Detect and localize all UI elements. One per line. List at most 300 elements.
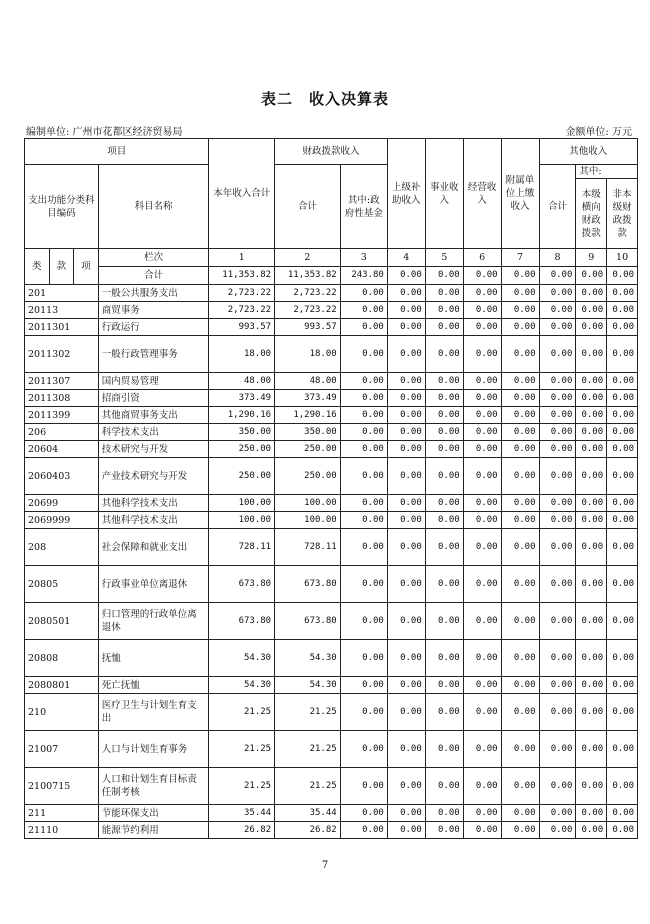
account-name: 死亡抚恤 — [98, 677, 209, 694]
account-code: 2080501 — [25, 603, 99, 640]
total-value: 0.00 — [607, 267, 638, 285]
amount-cell: 0.00 — [576, 822, 607, 839]
amount-cell: 0.00 — [340, 677, 387, 694]
amount-cell: 0.00 — [501, 512, 539, 529]
amount-cell: 0.00 — [387, 512, 425, 529]
header-fiscal-gov-fund: 其中:政府性基金 — [340, 165, 387, 249]
account-code: 206 — [25, 424, 99, 441]
account-name: 商贸事务 — [98, 302, 209, 319]
account-name: 一般行政管理事务 — [98, 336, 209, 373]
amount-cell: 0.00 — [340, 731, 387, 768]
amount-cell: 0.00 — [463, 336, 501, 373]
amount-cell: 100.00 — [209, 495, 275, 512]
amount-cell: 0.00 — [425, 407, 463, 424]
amount-cell: 0.00 — [425, 441, 463, 458]
amount-cell: 0.00 — [387, 319, 425, 336]
amount-cell: 0.00 — [607, 805, 638, 822]
amount-cell: 0.00 — [387, 822, 425, 839]
amount-cell: 0.00 — [607, 822, 638, 839]
amount-cell: 0.00 — [501, 694, 539, 731]
column-number: 6 — [463, 249, 501, 267]
amount-cell: 728.11 — [209, 529, 275, 566]
column-number: 5 — [425, 249, 463, 267]
amount-cell: 0.00 — [425, 285, 463, 302]
table-row — [25, 566, 638, 603]
amount-cell: 0.00 — [463, 302, 501, 319]
amount-cell: 0.00 — [539, 694, 576, 731]
amount-cell: 0.00 — [501, 319, 539, 336]
account-name: 人口与计划生育事务 — [98, 731, 209, 768]
account-code: 2100715 — [25, 768, 99, 805]
account-name: 人口和计划生育目标责任制考核 — [98, 768, 209, 805]
amount-cell: 0.00 — [340, 640, 387, 677]
amount-cell: 0.00 — [539, 566, 576, 603]
amount-cell: 0.00 — [387, 407, 425, 424]
amount-unit: 金额单位: 万元 — [565, 127, 632, 138]
table-row — [25, 603, 638, 640]
amount-cell: 0.00 — [501, 424, 539, 441]
amount-cell: 21.25 — [275, 694, 341, 731]
amount-cell: 0.00 — [576, 285, 607, 302]
amount-cell: 0.00 — [539, 458, 576, 495]
amount-cell: 0.00 — [501, 529, 539, 566]
amount-cell: 0.00 — [607, 603, 638, 640]
header-fiscal-total: 合计 — [275, 165, 341, 249]
account-code: 20805 — [25, 566, 99, 603]
table-row — [25, 512, 638, 529]
account-name: 其他科学技术支出 — [98, 512, 209, 529]
amount-cell: 0.00 — [463, 603, 501, 640]
account-name: 其他商贸事务支出 — [98, 407, 209, 424]
amount-cell: 993.57 — [275, 319, 341, 336]
amount-cell: 0.00 — [539, 441, 576, 458]
amount-cell: 0.00 — [463, 731, 501, 768]
amount-cell: 0.00 — [576, 390, 607, 407]
amount-cell: 0.00 — [387, 336, 425, 373]
column-number: 9 — [576, 249, 607, 267]
amount-cell: 0.00 — [539, 603, 576, 640]
header-upper-subsidy: 上级补助收入 — [387, 139, 425, 249]
amount-cell: 0.00 — [576, 566, 607, 603]
account-code: 2011302 — [25, 336, 99, 373]
amount-cell: 0.00 — [463, 768, 501, 805]
account-name: 科学技术支出 — [98, 424, 209, 441]
amount-cell: 0.00 — [463, 495, 501, 512]
amount-cell: 728.11 — [275, 529, 341, 566]
table-row — [25, 373, 638, 390]
account-code: 21007 — [25, 731, 99, 768]
header-fiscal-group: 财政拨款收入 — [275, 139, 388, 165]
amount-cell: 0.00 — [425, 640, 463, 677]
amount-cell: 54.30 — [275, 640, 341, 677]
amount-cell: 0.00 — [576, 768, 607, 805]
account-code: 2080801 — [25, 677, 99, 694]
amount-cell: 0.00 — [607, 566, 638, 603]
amount-cell: 0.00 — [607, 302, 638, 319]
amount-cell: 0.00 — [387, 603, 425, 640]
total-value: 11,353.82 — [209, 267, 275, 285]
amount-cell: 0.00 — [387, 731, 425, 768]
table-row — [25, 285, 638, 302]
account-name: 节能环保支出 — [98, 805, 209, 822]
account-name: 抚恤 — [98, 640, 209, 677]
table-row — [25, 302, 638, 319]
table-row — [25, 677, 638, 694]
header-career-income: 事业收入 — [425, 139, 463, 249]
amount-cell: 0.00 — [607, 373, 638, 390]
amount-cell: 54.30 — [209, 640, 275, 677]
amount-cell: 350.00 — [209, 424, 275, 441]
table-row — [25, 390, 638, 407]
amount-cell: 673.80 — [275, 603, 341, 640]
amount-cell: 0.00 — [340, 441, 387, 458]
amount-cell: 0.00 — [387, 566, 425, 603]
amount-cell: 0.00 — [463, 640, 501, 677]
amount-cell: 0.00 — [463, 285, 501, 302]
table-row — [25, 336, 638, 373]
amount-cell: 0.00 — [501, 458, 539, 495]
amount-cell: 0.00 — [539, 822, 576, 839]
amount-cell: 0.00 — [387, 768, 425, 805]
table-row — [25, 441, 638, 458]
header-other-among: 其中: — [576, 165, 638, 179]
amount-cell: 0.00 — [463, 805, 501, 822]
amount-cell: 0.00 — [387, 424, 425, 441]
account-code: 21110 — [25, 822, 99, 839]
amount-cell: 0.00 — [340, 603, 387, 640]
amount-cell: 0.00 — [463, 319, 501, 336]
amount-cell: 0.00 — [576, 694, 607, 731]
amount-cell: 0.00 — [539, 319, 576, 336]
amount-cell: 0.00 — [576, 805, 607, 822]
column-number: 7 — [501, 249, 539, 267]
amount-cell: 0.00 — [463, 373, 501, 390]
amount-cell: 0.00 — [607, 424, 638, 441]
amount-cell: 373.49 — [275, 390, 341, 407]
header-operating-income: 经营收入 — [463, 139, 501, 249]
column-number: 1 — [209, 249, 275, 267]
amount-cell: 0.00 — [501, 495, 539, 512]
amount-cell: 0.00 — [576, 529, 607, 566]
amount-cell: 0.00 — [387, 302, 425, 319]
header-total-income: 本年收入合计 — [209, 139, 275, 249]
account-name: 招商引资 — [98, 390, 209, 407]
income-statement-table — [24, 138, 638, 839]
amount-cell: 2,723.22 — [209, 302, 275, 319]
amount-cell: 0.00 — [501, 390, 539, 407]
amount-cell: 0.00 — [607, 390, 638, 407]
account-code: 201 — [25, 285, 99, 302]
account-code: 20604 — [25, 441, 99, 458]
amount-cell: 0.00 — [501, 441, 539, 458]
header-kuan: 款 — [49, 249, 74, 285]
header-xiang: 项 — [74, 249, 99, 285]
column-number: 10 — [607, 249, 638, 267]
amount-cell: 250.00 — [209, 458, 275, 495]
table-row — [25, 640, 638, 677]
column-number: 3 — [340, 249, 387, 267]
amount-cell: 0.00 — [425, 319, 463, 336]
account-code: 2011399 — [25, 407, 99, 424]
amount-cell: 0.00 — [425, 495, 463, 512]
amount-cell: 0.00 — [539, 302, 576, 319]
amount-cell: 0.00 — [576, 424, 607, 441]
header-lei: 类 — [25, 249, 50, 285]
amount-cell: 0.00 — [501, 285, 539, 302]
amount-cell: 2,723.22 — [275, 302, 341, 319]
amount-cell: 373.49 — [209, 390, 275, 407]
column-number: 4 — [387, 249, 425, 267]
table-row — [25, 319, 638, 336]
amount-cell: 0.00 — [340, 285, 387, 302]
account-name: 国内贸易管理 — [98, 373, 209, 390]
table-row — [25, 822, 638, 839]
amount-cell: 250.00 — [209, 441, 275, 458]
amount-cell: 0.00 — [425, 512, 463, 529]
amount-cell: 673.80 — [209, 603, 275, 640]
amount-cell: 0.00 — [539, 512, 576, 529]
column-number: 8 — [539, 249, 576, 267]
amount-cell: 100.00 — [275, 495, 341, 512]
amount-cell: 0.00 — [425, 566, 463, 603]
account-name: 一般公共服务支出 — [98, 285, 209, 302]
amount-cell: 0.00 — [340, 512, 387, 529]
amount-cell: 0.00 — [387, 694, 425, 731]
amount-cell: 0.00 — [539, 424, 576, 441]
amount-cell: 0.00 — [387, 495, 425, 512]
account-code: 20699 — [25, 495, 99, 512]
total-value: 0.00 — [387, 267, 425, 285]
amount-cell: 0.00 — [607, 731, 638, 768]
table-row — [25, 407, 638, 424]
amount-cell: 48.00 — [209, 373, 275, 390]
header-code-label: 支出功能分类科目编码 — [25, 165, 99, 249]
amount-cell: 0.00 — [387, 390, 425, 407]
amount-cell: 0.00 — [501, 805, 539, 822]
amount-cell: 0.00 — [425, 302, 463, 319]
account-name: 医疗卫生与计划生育支出 — [98, 694, 209, 731]
amount-cell: 0.00 — [463, 390, 501, 407]
amount-cell: 0.00 — [607, 512, 638, 529]
amount-cell: 0.00 — [501, 822, 539, 839]
amount-cell: 0.00 — [340, 336, 387, 373]
amount-cell: 0.00 — [501, 373, 539, 390]
amount-cell: 0.00 — [387, 285, 425, 302]
amount-cell: 0.00 — [463, 694, 501, 731]
amount-cell: 0.00 — [463, 424, 501, 441]
amount-cell: 0.00 — [501, 768, 539, 805]
column-number: 2 — [275, 249, 341, 267]
amount-cell: 0.00 — [340, 495, 387, 512]
amount-cell: 0.00 — [340, 566, 387, 603]
amount-cell: 21.25 — [275, 731, 341, 768]
header-project: 项目 — [25, 139, 209, 165]
amount-cell: 0.00 — [607, 529, 638, 566]
table-row — [25, 805, 638, 822]
amount-cell: 100.00 — [209, 512, 275, 529]
amount-cell: 0.00 — [539, 768, 576, 805]
amount-cell: 0.00 — [539, 677, 576, 694]
amount-cell: 0.00 — [607, 319, 638, 336]
amount-cell: 0.00 — [340, 694, 387, 731]
account-name: 产业技术研究与开发 — [98, 458, 209, 495]
amount-cell: 0.00 — [387, 458, 425, 495]
amount-cell: 250.00 — [275, 458, 341, 495]
amount-cell: 0.00 — [425, 529, 463, 566]
amount-cell: 0.00 — [539, 373, 576, 390]
amount-cell: 0.00 — [501, 677, 539, 694]
header-name-label: 科目名称 — [98, 165, 209, 249]
amount-cell: 0.00 — [425, 390, 463, 407]
amount-cell: 0.00 — [576, 458, 607, 495]
amount-cell: 21.25 — [209, 768, 275, 805]
amount-cell: 18.00 — [209, 336, 275, 373]
amount-cell: 0.00 — [576, 373, 607, 390]
amount-cell: 0.00 — [425, 458, 463, 495]
account-code: 210 — [25, 694, 99, 731]
total-value: 0.00 — [463, 267, 501, 285]
account-code: 20113 — [25, 302, 99, 319]
amount-cell: 0.00 — [340, 529, 387, 566]
amount-cell: 0.00 — [387, 373, 425, 390]
account-code: 208 — [25, 529, 99, 566]
amount-cell: 0.00 — [576, 603, 607, 640]
amount-cell: 0.00 — [463, 441, 501, 458]
amount-cell: 0.00 — [340, 302, 387, 319]
amount-cell: 350.00 — [275, 424, 341, 441]
amount-cell: 0.00 — [463, 677, 501, 694]
amount-cell: 0.00 — [387, 529, 425, 566]
amount-cell: 673.80 — [209, 566, 275, 603]
amount-cell: 0.00 — [425, 677, 463, 694]
table-row — [25, 694, 638, 731]
amount-cell: 0.00 — [539, 640, 576, 677]
amount-cell: 0.00 — [539, 407, 576, 424]
amount-cell: 0.00 — [501, 566, 539, 603]
amount-cell: 0.00 — [501, 640, 539, 677]
account-name: 归口管理的行政单位离退休 — [98, 603, 209, 640]
amount-cell: 0.00 — [387, 640, 425, 677]
amount-cell: 0.00 — [340, 319, 387, 336]
amount-cell: 0.00 — [607, 441, 638, 458]
amount-cell: 0.00 — [539, 529, 576, 566]
amount-cell: 0.00 — [576, 336, 607, 373]
account-name: 社会保障和就业支出 — [98, 529, 209, 566]
account-name: 行政事业单位离退休 — [98, 566, 209, 603]
amount-cell: 1,290.16 — [275, 407, 341, 424]
amount-cell: 250.00 — [275, 441, 341, 458]
header-other-total: 合计 — [539, 165, 576, 249]
compiling-unit: 编制单位: 广州市花都区经济贸易局 — [26, 127, 183, 138]
amount-cell: 0.00 — [539, 285, 576, 302]
amount-cell: 21.25 — [209, 694, 275, 731]
amount-cell: 0.00 — [501, 407, 539, 424]
amount-cell: 0.00 — [425, 805, 463, 822]
total-row-label: 合计 — [98, 267, 209, 285]
amount-cell: 0.00 — [425, 336, 463, 373]
amount-cell: 0.00 — [576, 407, 607, 424]
amount-cell: 0.00 — [501, 302, 539, 319]
amount-cell: 0.00 — [425, 603, 463, 640]
account-code: 2069999 — [25, 512, 99, 529]
amount-cell: 993.57 — [209, 319, 275, 336]
amount-cell: 0.00 — [607, 336, 638, 373]
amount-cell: 54.30 — [275, 677, 341, 694]
account-name: 行政运行 — [98, 319, 209, 336]
amount-cell: 0.00 — [576, 640, 607, 677]
amount-cell: 0.00 — [607, 285, 638, 302]
amount-cell: 0.00 — [463, 529, 501, 566]
amount-cell: 21.25 — [209, 731, 275, 768]
amount-cell: 0.00 — [607, 495, 638, 512]
amount-cell: 0.00 — [425, 768, 463, 805]
amount-cell: 0.00 — [463, 822, 501, 839]
amount-cell: 0.00 — [576, 302, 607, 319]
amount-cell: 35.44 — [209, 805, 275, 822]
amount-cell: 0.00 — [340, 373, 387, 390]
amount-cell: 0.00 — [340, 390, 387, 407]
account-code: 2011308 — [25, 390, 99, 407]
amount-cell: 0.00 — [340, 407, 387, 424]
account-code: 211 — [25, 805, 99, 822]
amount-cell: 26.82 — [209, 822, 275, 839]
amount-cell: 0.00 — [340, 424, 387, 441]
account-name: 其他科学技术支出 — [98, 495, 209, 512]
account-name: 能源节约利用 — [98, 822, 209, 839]
header-other-same-level: 本级横向财政拨款 — [576, 179, 607, 249]
total-value: 0.00 — [576, 267, 607, 285]
amount-cell: 0.00 — [576, 512, 607, 529]
amount-cell: 54.30 — [209, 677, 275, 694]
amount-cell: 0.00 — [425, 373, 463, 390]
table-row — [25, 458, 638, 495]
amount-cell: 0.00 — [387, 805, 425, 822]
amount-cell: 1,290.16 — [209, 407, 275, 424]
amount-cell: 26.82 — [275, 822, 341, 839]
page-number: 7 — [321, 860, 329, 871]
amount-cell: 0.00 — [576, 319, 607, 336]
amount-cell: 0.00 — [539, 805, 576, 822]
total-value: 243.80 — [340, 267, 387, 285]
account-code: 2011307 — [25, 373, 99, 390]
column-row-label: 栏次 — [98, 249, 209, 267]
page-title: 表二 收入决算表 — [260, 90, 389, 108]
amount-cell: 0.00 — [425, 731, 463, 768]
amount-cell: 2,723.22 — [275, 285, 341, 302]
amount-cell: 0.00 — [539, 336, 576, 373]
amount-cell: 0.00 — [607, 694, 638, 731]
amount-cell: 2,723.22 — [209, 285, 275, 302]
amount-cell: 0.00 — [340, 822, 387, 839]
total-value: 0.00 — [425, 267, 463, 285]
header-affiliated-income: 附属单位上缴收入 — [501, 139, 539, 249]
total-value: 11,353.82 — [275, 267, 341, 285]
table-row — [25, 731, 638, 768]
amount-cell: 0.00 — [607, 407, 638, 424]
amount-cell: 0.00 — [607, 768, 638, 805]
amount-cell: 35.44 — [275, 805, 341, 822]
total-value: 0.00 — [539, 267, 576, 285]
amount-cell: 0.00 — [463, 566, 501, 603]
account-code: 20808 — [25, 640, 99, 677]
amount-cell: 0.00 — [340, 805, 387, 822]
amount-cell: 0.00 — [539, 495, 576, 512]
amount-cell: 673.80 — [275, 566, 341, 603]
amount-cell: 100.00 — [275, 512, 341, 529]
amount-cell: 18.00 — [275, 336, 341, 373]
amount-cell: 0.00 — [501, 336, 539, 373]
amount-cell: 0.00 — [576, 731, 607, 768]
